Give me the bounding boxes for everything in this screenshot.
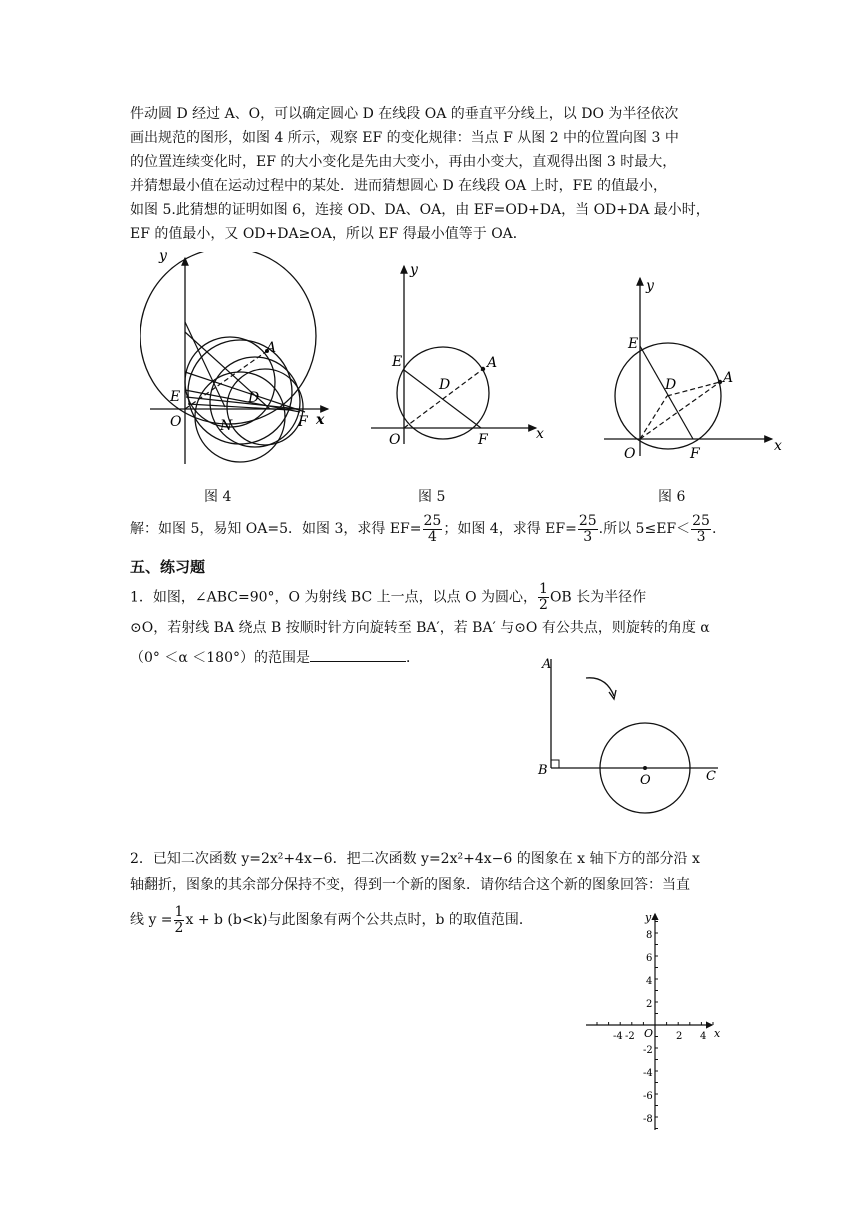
- intro-line: 画出规范的图形，如图 4 所示，观察 EF 的变化规律：当点 F 从图 2 中的位置向图 3 中: [130, 130, 679, 146]
- label-F: F: [478, 432, 488, 448]
- tick-label-y: 4: [646, 976, 653, 987]
- label-D: D: [248, 390, 260, 406]
- solution-text: ；如图 4，求得 EF=: [443, 521, 577, 537]
- label-x: x: [774, 438, 782, 454]
- circle-d: [397, 347, 489, 439]
- solution-text: .: [711, 521, 717, 537]
- label-F: F: [690, 446, 700, 462]
- q1-line: （0° ＜α ＜180°）的范围是 ．: [130, 643, 740, 673]
- label-O: O: [624, 446, 636, 462]
- label-y: y: [646, 278, 654, 294]
- circle-5: [195, 372, 285, 462]
- tick-label-y: -8: [643, 1114, 653, 1125]
- intro-line: EF 的值最小，又 OD+DA≥OA，所以 EF 得最小值等于 OA．: [130, 226, 527, 242]
- tick-label-y: 6: [646, 953, 653, 964]
- intro-line: 件动圆 D 经过 A、O，可以确定圆心 D 在线段 OA 的垂直平分线上，以 DO 为半径依次: [130, 106, 679, 122]
- caption-fig5: 图 5: [418, 489, 446, 505]
- fraction-half: $\frac{1}{2}$: [174, 903, 184, 936]
- intro-line: 的位置连续变化时，EF 的大小变化是先由大变小，再由小变大，直观得出图 3 时最大，: [130, 154, 677, 170]
- tick-label-y: 8: [646, 930, 653, 941]
- label-E: E: [628, 336, 639, 352]
- solution-text: 解：如图 5，易知 OA=5．如图 3，求得 EF=: [130, 521, 422, 537]
- q1-line: ⊙O，若射线 BA 绕点 B 按顺时针方向旋转至 BA′，若 BA′ 与⊙O 有公共点，则旋转的角度 α: [130, 620, 710, 636]
- tick-label-y: 2: [646, 999, 653, 1010]
- figure-6: [596, 274, 796, 464]
- label-E: E: [170, 389, 181, 405]
- tick-label-x: -2: [625, 1031, 635, 1042]
- tick-label-x: -4: [613, 1031, 623, 1042]
- fraction: $\frac{25}{3}$: [578, 512, 597, 545]
- solution-line: [130, 512, 750, 546]
- label-N: N: [220, 418, 233, 434]
- intro-line: 并猜想最小值在运动过程中的某处．进而猜想圆心 D 在线段 OA 上时，FE 的值最小，: [130, 178, 667, 194]
- label-y: y: [159, 252, 167, 264]
- q2-coordinate-grid: [584, 908, 734, 1132]
- label-O: O: [389, 432, 401, 448]
- q2-line: 轴翻折，图象的其余部分保持不变，得到一个新的图象．请你结合这个新的图象回答：当直: [130, 877, 690, 893]
- tick-label-x: 2: [676, 1031, 683, 1042]
- label-origin: O: [644, 1027, 654, 1040]
- label-y: y: [410, 262, 418, 278]
- label-A: A: [487, 355, 498, 371]
- q2-line: 线 y = $\frac{1}{2}$ x + b (b<k)与此图象有两个公共点时，b 的取值范围．: [130, 903, 533, 936]
- q1-figure: [536, 654, 736, 814]
- label-E: E: [392, 354, 403, 370]
- label-O: O: [170, 414, 182, 430]
- label-x: x: [536, 426, 544, 442]
- section-title: 五、练习题: [130, 558, 206, 576]
- q1-line: 1．如图，∠ABC=90°，O 为射线 BC 上一点，以点 O 为圆心， $\frac{1}{2}$ OB 长为半径作: [130, 581, 647, 613]
- solution-text: .所以 5≤EF＜: [598, 521, 691, 537]
- caption-fig6: 图 6: [658, 489, 686, 505]
- fraction-half: $\frac{1}{2}$: [539, 581, 548, 613]
- tick-label-x: 4: [700, 1031, 707, 1042]
- intro-paragraph: [130, 102, 730, 246]
- label-x: x: [714, 1027, 721, 1040]
- caption-fig4: 图 4: [204, 489, 232, 505]
- label-A: A: [266, 340, 277, 356]
- fraction: $\frac{25}{4}$: [423, 512, 442, 545]
- label-A: A: [542, 657, 552, 672]
- label-D: D: [665, 377, 677, 393]
- tick-label-y: -2: [643, 1045, 653, 1056]
- label-F: F: [298, 414, 308, 430]
- label-x: x: [316, 412, 325, 428]
- tick-label-y: -4: [643, 1068, 653, 1079]
- intro-line: 如图 5.此猜想的证明如图 6，连接 OD、DA、OA，由 EF=OD+DA，当 OD+DA 最小时，: [130, 202, 710, 218]
- label-A: A: [723, 370, 734, 386]
- label-y: y: [645, 911, 652, 924]
- figure-5: [366, 262, 556, 452]
- fraction: $\frac{25}{3}$: [692, 512, 710, 545]
- q2-line: 2．已知二次函数 y=2x²+4x−6．把二次函数 y=2x²+4x−6 的图象在 x 轴下方的部分沿 x: [130, 851, 700, 867]
- tick-label-y: -6: [643, 1091, 653, 1102]
- figure-4: [140, 252, 340, 467]
- answer-blank[interactable]: [310, 647, 406, 662]
- circle-2: [188, 340, 292, 444]
- label-B: B: [538, 763, 548, 778]
- label-O: O: [640, 773, 651, 788]
- label-C: C: [706, 769, 716, 784]
- label-D: D: [439, 377, 451, 393]
